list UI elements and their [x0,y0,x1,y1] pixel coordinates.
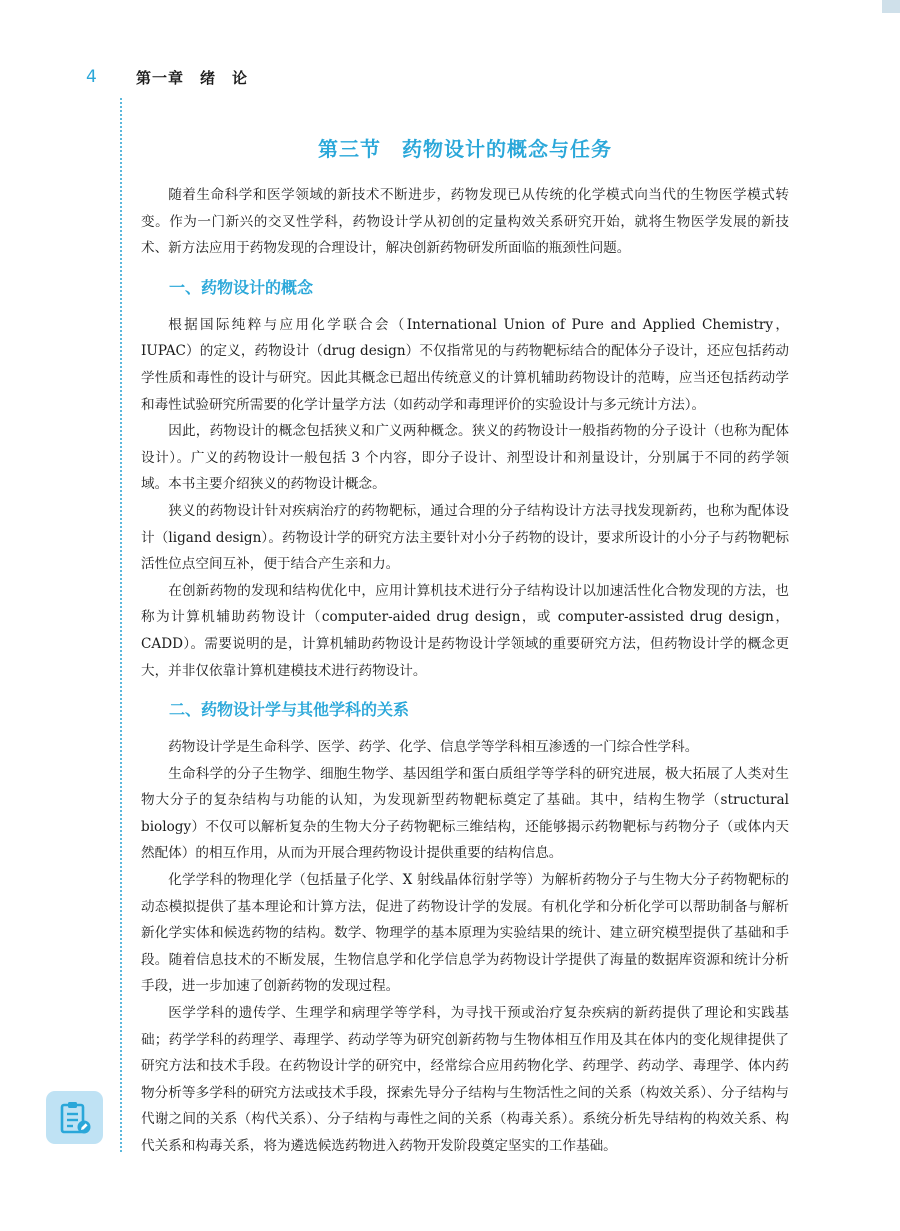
paragraph: 医学学科的遗传学、生理学和病理学等学科，为寻找干预或治疗复杂疾病的新药提供了理论和实践基础；药学学科的药理学、毒理学、药动学等为研究创新药物与生物体相互作用及其在体内的变化规律提供了研究方法和技术手段。在药物设计学的研究中，经常综合应用药物化学、药理学、药动学、毒理学、体内药物分析等多学科的研究方法或技术手段，探索先导分子结构与生物活性之间的关系（构效关系）、分子结构与代谢之间的关系（构代关系）、分子结构与毒性之间的关系（构毒关系）。系统分析先导结构的构效关系、构代关系和构毒关系，将为遴选候选药物进入药物开发阶段奠定坚实的工作基础。 [141,1005,789,1154]
paragraph: 药物设计学是生命科学、医学、药学、化学、信息学等学科相互渗透的一门综合性学科。 [168,739,699,756]
page-content [141,130,789,1160]
corner-mark [882,0,900,13]
notes-icon[interactable] [46,1091,103,1144]
paragraph: 狭义的药物设计针对疾病治疗的药物靶标，通过合理的分子结构设计方法寻找发现新药，也称为配体设计（ligand design）。药物设计学的研究方法主要针对小分子药物的设计，要求所设计的小分子与药物靶标活性位点空间互补，便于结合产生亲和力。 [141,502,789,573]
running-header: 第一章 绪 论 [136,69,249,87]
intro-paragraph: 随着生命科学和医学领域的新技术不断进步，药物发现已从传统的化学模式向当代的生物医学模式转变。作为一门新兴的交叉性学科，药物设计学从初创的定量构效关系研究开始，就将生物医学发展的新技术、新方法应用于药物发现的合理设计，解决创新药物研发所面临的瓶颈性问题。 [141,187,789,257]
subsection-title-relations: 二、药物设计学与其他学科的关系 [169,700,410,720]
section-title: 第三节 药物设计的概念与任务 [318,137,612,161]
paragraph: 生命科学的分子生物学、细胞生物学、基因组学和蛋白质组学等学科的研究进展，极大拓展了人类对生物大分子的复杂结构与功能的认知，为发现新型药物靶标奠定了基础。其中，结构生物学（structural biology）不仅可以解析复杂的生物大分子药物靶标三维结构，还能够揭示药物靶标与药物分子（或体内天然配体）的相互作用，从而为开展合理药物设计提供重要的结构信息。 [141,765,789,862]
page-number: 4 [86,67,97,87]
subsection-title-concept: 一、药物设计的概念 [169,277,314,297]
clipboard-pencil-icon [59,1101,91,1135]
paragraph: 化学学科的物理化学（包括量子化学、X 射线晶体衍射学等）为解析药物分子与生物大分子药物靶标的动态模拟提供了基本理论和计算方法，促进了药物设计学的发展。有机化学和分析化学可以帮助制备与解析新化学实体和候选药物的结构。数学、物理学的基本原理为实验结果的统计、建立研究模型提供了基础和手段。随着信息技术的不断发展，生物信息学和化学信息学为药物设计学提供了海量的数据库资源和统计分析手段，进一步加速了创新药物的发现过程。 [141,872,789,995]
paragraph: 因此，药物设计的概念包括狭义和广义两种概念。狭义的药物设计一般指药物的分子设计（也称为配体设计）。广义的药物设计一般包括 3 个内容，即分子设计、剂型设计和剂量设计，分别属于不同的药学领域。本书主要介绍狭义的药物设计概念。 [141,423,789,493]
paragraph: 在创新药物的发现和结构优化中，应用计算机技术进行分子结构设计以加速活性化合物发现的方法，也称为计算机辅助药物设计（computer-aided drug design，或 computer-assisted drug design，CADD）。需要说明的是，计算机辅助药物设计是药物设计学领域的重要研究方法，但药物设计学的概念更大，并非仅依靠计算机建模技术进行药物设计。 [141,582,789,679]
margin-rule [120,98,122,1152]
paragraph: 根据国际纯粹与应用化学联合会（International Union of Pure and Applied Chemistry，IUPAC）的定义，药物设计（drug design）不仅指常见的与药物靶标结合的配体分子设计，还应包括药动学性质和毒性的设计与研究。因此其概念已超出传统意义的计算机辅助药物设计的范畴，应当还包括药动学和毒性试验研究所需要的化学计量学方法（如药动学和毒理评价的实验设计与多元统计方法）。 [141,316,789,413]
